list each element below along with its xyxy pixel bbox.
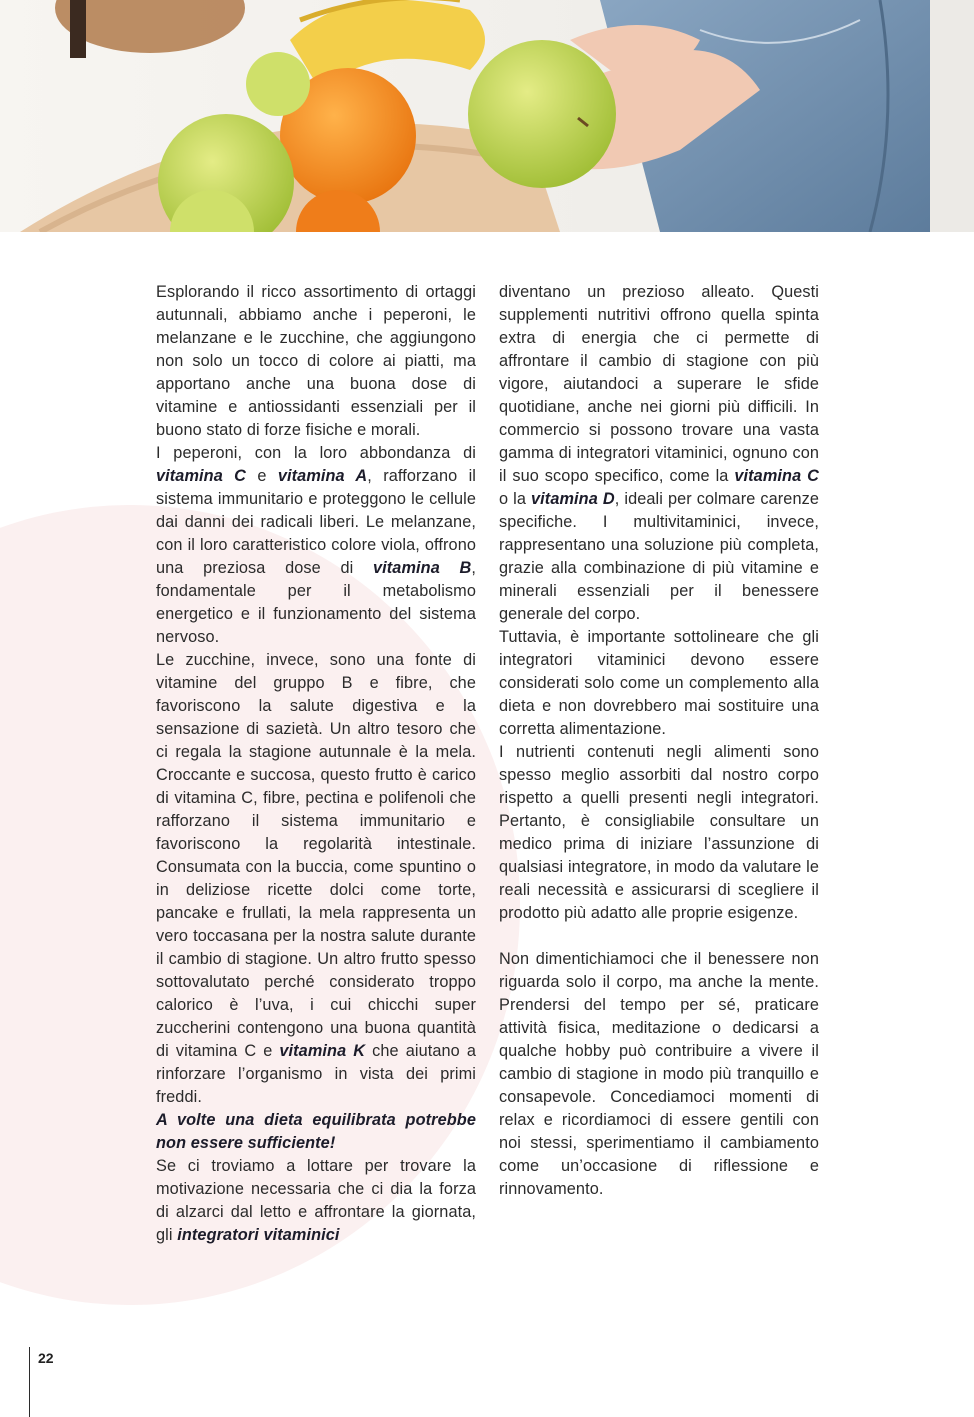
paragraph: I peperoni, con la loro abbondanza di vitamina C e vitamina A, rafforzano il sistema immunitario e proteggono le cellule dai danni dei radicali liberi. Le melanzane, con il loro caratteristico colore viola, offrono una preziosa dose di vitamina B, fondamentale per il metabolismo energetico e il funzionamento del sistema nervoso. bbox=[156, 444, 477, 646]
paragraph: I nutrienti contenuti negli alimenti sono spesso meglio assorbiti dal nostro corpo rispetto a quelli presenti negli integratori. Pertanto, è consigliabile consultare un medico prima di iniziare l’assunzione di qualsiasi integratore, in modo da valutare le reali necessità e assicurarsi di scegliere il prodotto più adatto alle proprie esigenze. bbox=[499, 743, 819, 922]
paragraph: Non dimentichiamoci che il benessere non riguarda solo il corpo, ma anche la mente. Prendersi del tempo per sé, praticare attività fisica, meditazione o dedicarsi a qualche hobby può contribuire a vivere il cambio di stagione in modo più tranquillo e consapevole. Concediamoci momenti di relax e ricordiamoci di essere gentili con noi stessi, sperimentiamo il cambiamento come un’occasione di riflessione e rinnovamento. bbox=[499, 950, 819, 1198]
paragraph-gap bbox=[499, 925, 819, 948]
paragraph: Se ci troviamo a lottare per trovare la motivazione necessaria che ci dia la forza di alzarci dal letto e affrontare la giornata, gli integratori vitaminici bbox=[156, 1157, 476, 1244]
left-column bbox=[156, 281, 476, 1247]
paragraph: diventano un prezioso alleato. Questi supplementi nutritivi offrono quella spinta extra di energia che ci permette di affrontare il cambio di stagione con più vigore, aiutandoci a superare le sfide quotidiane, anche nei giorni più difficili. In commercio si possono trovare una vasta gamma di integratori vitaminici, ognuno con il suo scopo specifico, come la vitamina C o la vitamina D, ideali per colmare carenze specifiche. I multivitaminici, invece, rappresentano una soluzione più completa, grazie alla combinazione di più vitamine e minerali essenziali per il benessere generale del corpo. bbox=[499, 283, 820, 623]
right-column bbox=[499, 281, 819, 1201]
page-number: 22 bbox=[38, 1350, 54, 1366]
paragraph: Le zucchine, invece, sono una fonte di vitamine del gruppo B e fibre, che favoriscono la salute digestiva e la sensazione di sazietà. Un altro tesoro che ci regala la stagione autunnale è la mela. Croccante e succosa, questo frutto è carico di vitamina C, fibre, pectina e polifenoli che rafforzano il sistema immunitario e favoriscono la regolarità intestinale. Consumata con la buccia, come spuntino o in deliziose ricette dolci come torte, pancake e frullati, la mela rappresenta un vero toccasana per la nostra salute durante il cambio di stagione. Un altro frutto spesso sottovalutato perché considerato troppo calorico è l’uva, i cui chicchi super zuccherini contengono una buona quantità di vitamina C e vitamina K che aiutano a rinforzare l’organismo in vista dei primi freddi. bbox=[156, 651, 476, 1106]
hero-image bbox=[0, 0, 974, 232]
page-rule bbox=[29, 1347, 30, 1417]
paragraph: Esplorando il ricco assortimento di ortaggi autunnali, abbiamo anche i peperoni, le melanzane e le zucchine, che aggiungono non solo un tocco di colore ai piatti, ma apportano anche una buona dose di vitamine e antiossidanti essenziali per il buono stato di forze fisiche e morali. bbox=[156, 283, 476, 439]
subheading: A volte una dieta equilibrata potrebbe non essere sufficiente! bbox=[156, 1111, 476, 1152]
fruit-photo-icon bbox=[0, 0, 974, 232]
paragraph: Tuttavia, è importante sottolineare che gli integratori vitaminici devono essere considerati solo come un complemento alla dieta e non dovrebbero mai sostituire una corretta alimentazione. bbox=[499, 628, 819, 738]
